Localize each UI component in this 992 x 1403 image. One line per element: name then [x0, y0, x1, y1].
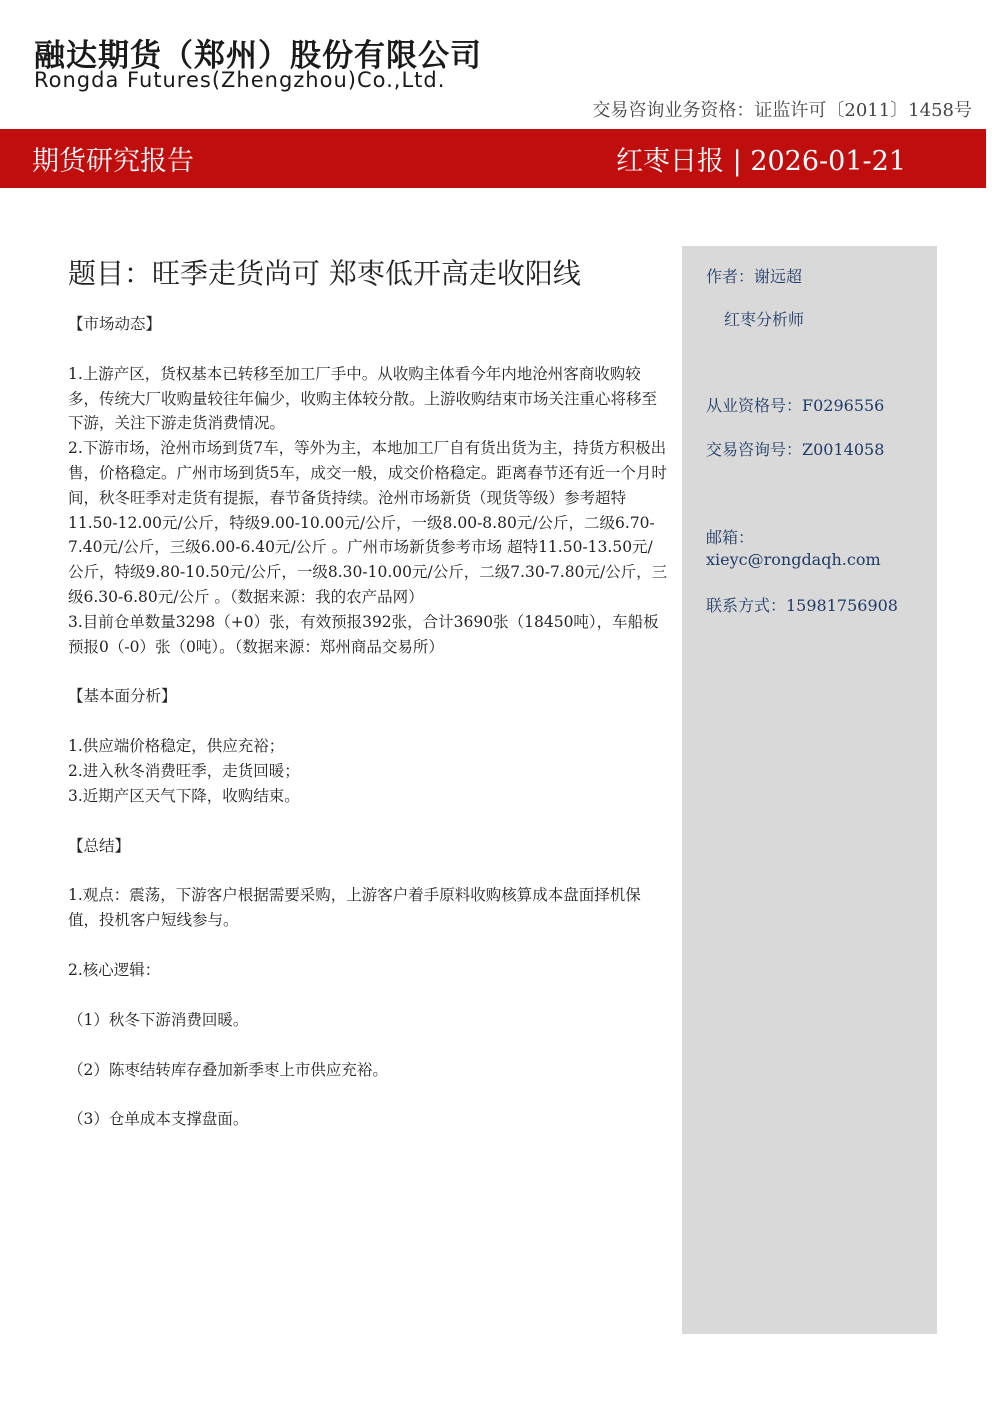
- fundamental-item-3: 3.近期产区天气下降，收购结束。: [68, 786, 300, 805]
- banner-report-type: 期货研究报告: [32, 146, 194, 177]
- summary-logic-item-2: （2）陈枣结转库存叠加新季枣上市供应充裕。: [68, 1060, 388, 1079]
- email-label: 邮箱：: [706, 528, 755, 547]
- market-paragraph-3: 3.目前仓单数量3298（+0）张，有效预报392张，合计3690张（18450吨），车船板预报0（-0）张（0吨）。（数据来源：郑州商品交易所）: [68, 612, 659, 656]
- summary-logic-item-1: （1）秋冬下游消费回暖。: [68, 1010, 249, 1029]
- email-address[interactable]: xieyc@rongdaqh.com: [706, 550, 881, 569]
- market-paragraph-1: 1.上游产区，货权基本已转移至加工厂手中。从收购主体看今年内地沧州客商收购较多，传统大厂收购量较往年偏少，收购主体较分散。上游收购结束市场关注重心将移至下游，关注下游走货消费情况。: [68, 364, 658, 433]
- license-text: 交易咨询业务资格：证监许可〔2011〕1458号: [592, 100, 972, 121]
- author-sidebar: [682, 246, 937, 1334]
- fundamental-item-2: 2.进入秋冬消费旺季，走货回暖；: [68, 761, 300, 780]
- company-name-en: Rongda Futures(Zhengzhou)Co.,Ltd.: [34, 68, 446, 92]
- summary-logic-item-3: （3）仓单成本支撑盘面。: [68, 1110, 249, 1129]
- summary-logic-heading: 2.核心逻辑：: [68, 960, 161, 979]
- author-role: 红枣分析师: [724, 310, 805, 329]
- report-banner: [0, 129, 986, 188]
- section-heading-fundamental: 【基本面分析】: [68, 687, 177, 706]
- phone-number: 联系方式：15981756908: [706, 596, 898, 615]
- fundamental-item-1: 1.供应端价格稳定，供应充裕；: [68, 737, 285, 756]
- summary-view: 1.观点：震荡，下游客户根据需要采购，上游客户着手原料收购核算成本盘面择机保值，投机客户短线参与。: [68, 886, 641, 930]
- company-name-cn: 融达期货（郑州）股份有限公司: [34, 38, 482, 74]
- section-heading-summary: 【总结】: [68, 836, 131, 855]
- section-heading-market: 【市场动态】: [68, 315, 162, 333]
- report-content: [68, 312, 668, 1132]
- consult-number: 交易咨询号：Z0014058: [706, 440, 885, 459]
- qualification-number: 从业资格号：F0296556: [706, 396, 885, 415]
- author-name: 作者：谢远超: [706, 267, 803, 286]
- market-paragraph-2: 2.下游市场，沧州市场到货7车，等外为主，本地加工厂自有货出货为主，持货方积极出售，价格稳定。广州市场到货5车，成交一般，成交价格稳定。距离春节还有近一个月时间，秋冬旺季对走货有提振，春节备货持续。沧州市场新货（现货等级）参考超特 11.50-12.00元/公斤，特级9.00-10.00元/公斤，一级8.00-8.80元/公斤，二级6.70-7.40元/公斤，三级6.00-6.40元/公斤 。广州市场新货参考市场 超特11.50-13.50元/公斤，特级9.80-10.50元/公斤，一级8.30-10.00元/公斤，二级7.30-7.80元/公斤，三级6.30-6.80元/公斤 。（数据来源：我的农产品网）: [68, 439, 668, 606]
- report-title: 题目：旺季走货尚可 郑枣低开高走收阳线: [68, 257, 581, 290]
- banner-report-name-date: 红枣日报 | 2026-01-21: [616, 146, 906, 177]
